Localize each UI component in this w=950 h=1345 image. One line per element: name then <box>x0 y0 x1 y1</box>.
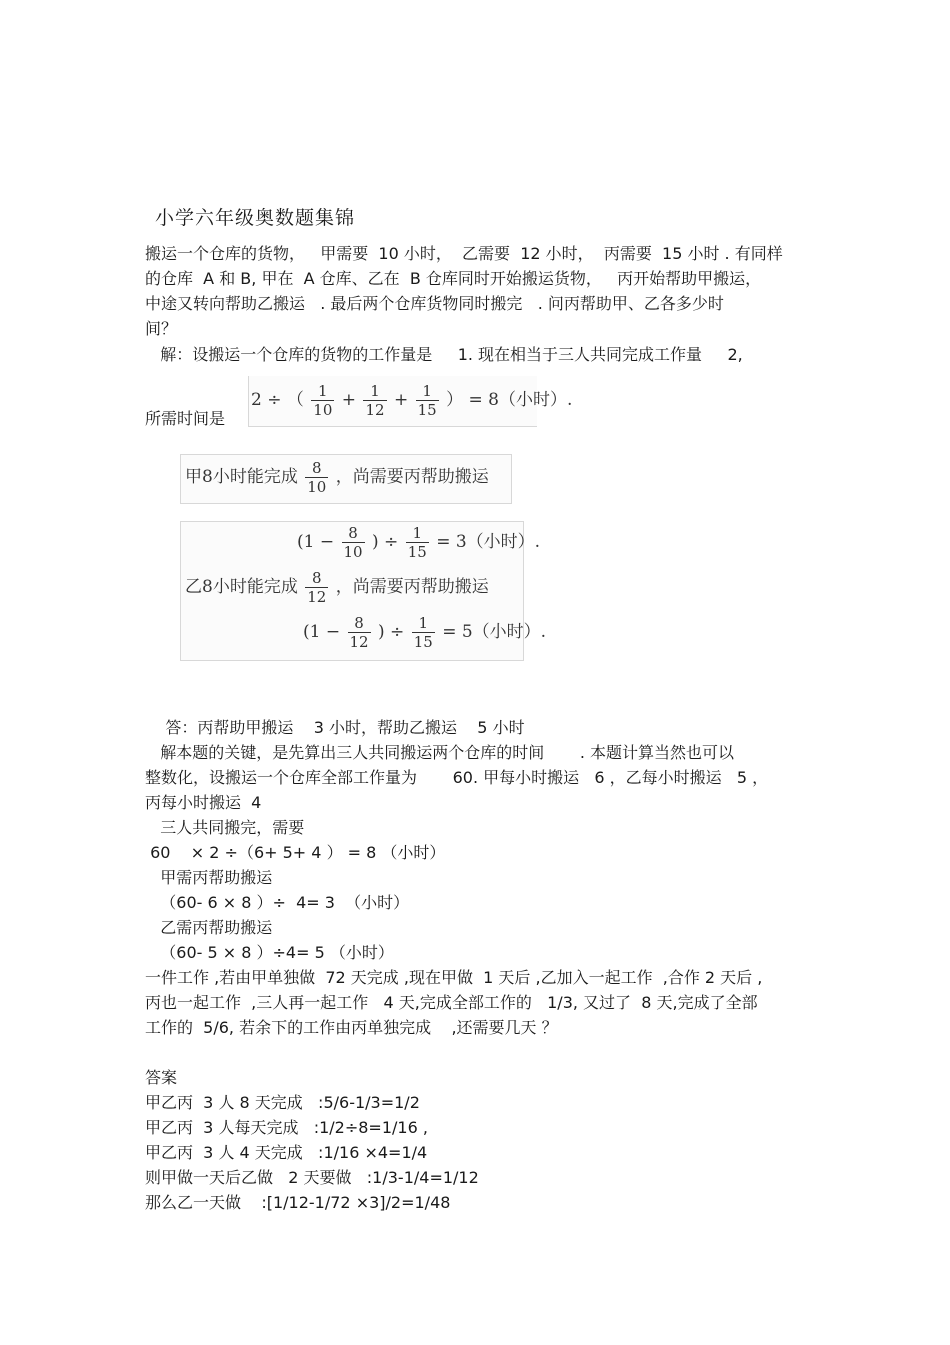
answer2-step4: 则甲做一天后乙做 2 天要做 :1/3-1/4=1/12 <box>145 1168 479 1187</box>
problem1-line5: 解：设搬运一个仓库的货物的工作量是 1. 现在相当于三人共同完成工作量 2, <box>145 345 743 364</box>
answer1-line3: 整数化，设搬运一个仓库全部工作量为 60. 甲每小时搬运 6 ，乙每小时搬运 5 ， <box>145 768 769 787</box>
fraction-1-12: $\frac{1}{12}$ <box>365 382 385 419</box>
answer2-step1: 甲乙丙 3 人 8 天完成 :5/6-1/3=1/2 <box>145 1093 420 1112</box>
answer1-line1: 答：丙帮助甲搬运 3 小时，帮助乙搬运 5 小时 <box>145 718 525 737</box>
answer1-line6: 60 × 2 ÷（6+ 5+ 4 ） = 8 （小时） <box>145 843 446 862</box>
plus-sign: + <box>393 390 409 410</box>
problem1-line1: 搬运一个仓库的货物， 甲需要 10 小时， 乙需要 12 小时， 丙需要 15 小时 . 有同样 <box>145 244 783 263</box>
answer2-label: 答案 <box>145 1068 178 1087</box>
answer1-line4: 丙每小时搬运 4 <box>145 793 262 812</box>
fraction-1-15: $\frac{1}{15}$ <box>407 524 427 561</box>
eq3-row3-result: = 5（小时）. <box>442 622 547 642</box>
fraction-8-10: $\frac{8}{10}$ <box>307 459 327 496</box>
equation-total-time <box>248 376 573 427</box>
answer2-step5: 那么乙一天做 :[1/12-1/72 ×3]/2=1/48 <box>145 1193 451 1212</box>
problem1-line2: 的仓库 A 和 B, 甲在 A 仓库、乙在 B 仓库同时开始搬运货物， 丙开始帮助甲搬运， <box>145 269 762 288</box>
problem2-line2: 丙也一起工作 ,三人再一起工作 4 天,完成全部工作的 1/3, 又过了 8 天,完成了全部 <box>145 993 758 1012</box>
eq3-row1-result: = 3（小时）. <box>436 532 541 552</box>
fraction-1-15: $\frac{1}{15}$ <box>413 614 433 651</box>
eq3-row1-open: (1 − <box>297 532 335 552</box>
answer1-line8: （60- 6 × 8 ）÷ 4= 3 （小时） <box>145 893 410 912</box>
eq3-row2-text: 乙8小时能完成 <box>185 577 298 597</box>
answer2-step3: 甲乙丙 3 人 4 天完成 :1/16 ×4=1/4 <box>145 1143 428 1162</box>
equation-bing-help-times <box>180 521 547 661</box>
fraction-1-15: $\frac{1}{15}$ <box>417 382 437 419</box>
answer1-line10: （60- 5 × 8 ）÷4= 5 （小时） <box>145 943 394 962</box>
eq2-text: 甲8小时能完成 <box>185 467 298 487</box>
plus-sign: + <box>341 390 357 410</box>
fraction-8-12: $\frac{8}{12}$ <box>349 614 369 651</box>
eq1-lead: 2 ÷ （ <box>251 390 304 410</box>
answer1-line5: 三人共同搬完，需要 <box>145 818 305 837</box>
eq3-row1-divide: ) ÷ <box>372 532 399 552</box>
fraction-8-10: $\frac{8}{10}$ <box>343 524 363 561</box>
eq1-tail: ） = 8（小时）. <box>446 390 573 410</box>
fraction-8-12: $\frac{8}{12}$ <box>307 569 327 606</box>
answer2-step2: 甲乙丙 3 人每天完成 :1/2÷8=1/16 , <box>145 1118 428 1137</box>
eq3-row3-divide: ) ÷ <box>378 622 405 642</box>
problem1-line3: 中途又转向帮助乙搬运 . 最后两个仓库货物同时搬完 . 问丙帮助甲、乙各多少时 <box>145 294 724 313</box>
fraction-1-10: $\frac{1}{10}$ <box>313 382 333 419</box>
eq3-row3-open: (1 − <box>303 622 341 642</box>
eq3-row2-tail: ，尚需要丙帮助搬运 <box>335 577 489 597</box>
answer1-line9: 乙需丙帮助搬运 <box>145 918 273 937</box>
answer1-line2: 解本题的关键，是先算出三人共同搬运两个仓库的时间 . 本题计算当然也可以 <box>145 743 735 762</box>
page-title: 小学六年级奥数题集锦 <box>155 207 356 229</box>
eq2-tail: ，尚需要丙帮助搬运 <box>335 467 489 487</box>
problem1-line6: 所需时间是 <box>145 409 226 428</box>
problem2-line3: 工作的 5/6, 若余下的工作由丙单独完成 ,还需要几天 ？ <box>145 1018 558 1037</box>
problem2-line1: 一件工作 ,若由甲单独做 72 天完成 ,现在甲做 1 天后 ,乙加入一起工作 ,合作 2 天后 , <box>145 968 763 987</box>
equation-jia-8-hours <box>180 454 512 504</box>
answer1-line7: 甲需丙帮助搬运 <box>145 868 273 887</box>
problem1-line4: 间？ <box>145 319 178 338</box>
